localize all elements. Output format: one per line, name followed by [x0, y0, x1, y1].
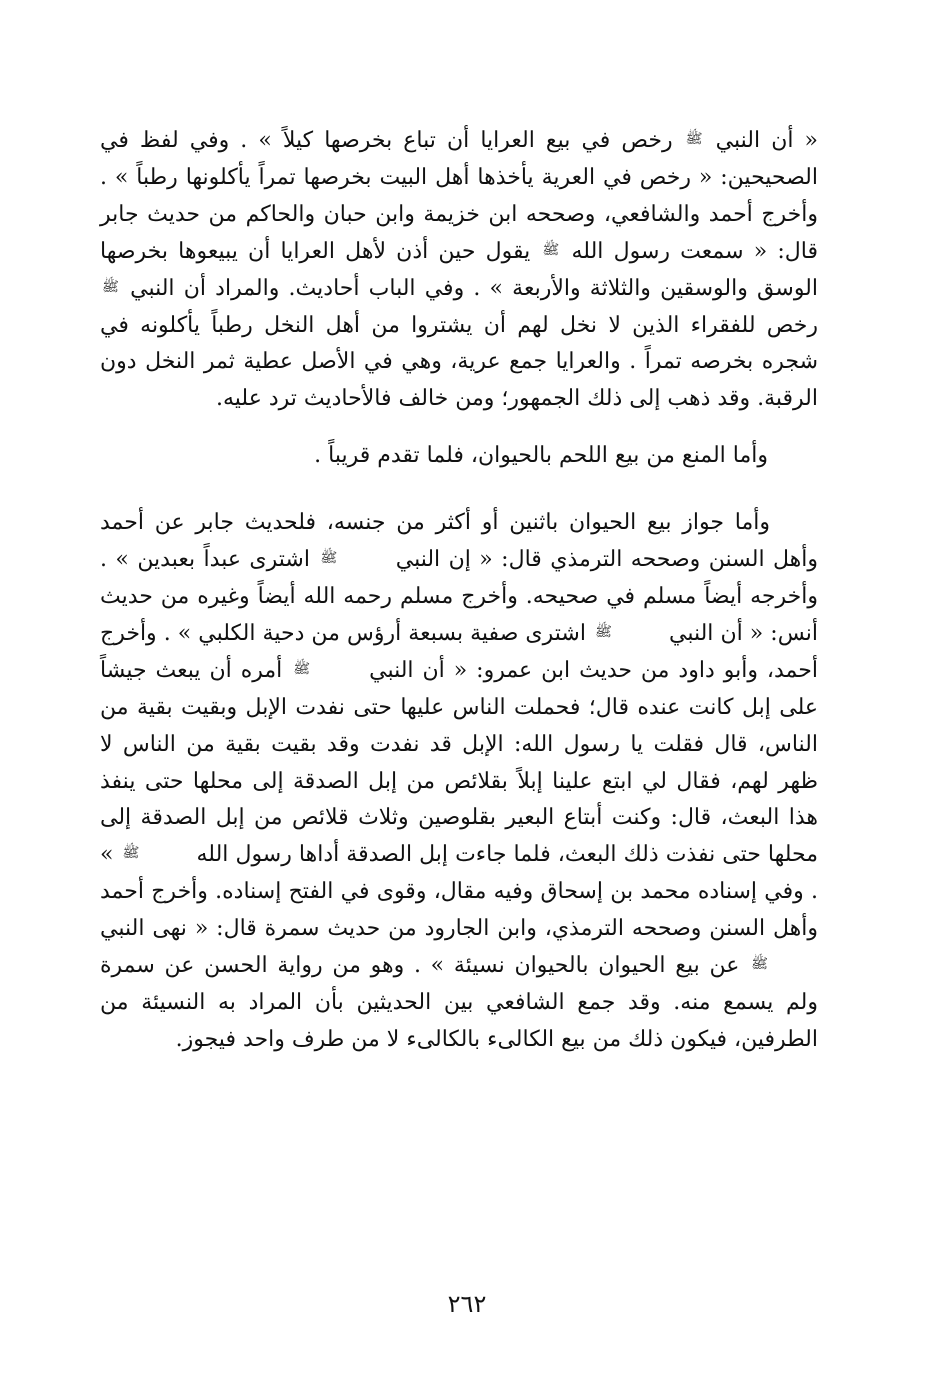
text-segment: أمره أن يبعث جيشاً على إبل كانت عنده قال؛ فحملت الناس عليها حتى نفدت الإبل وبقيت بقية من الناس، قال فقلت يا رسول الله: الإبل قد نفدت وقد بقيت بقية من الناس لا ظهر لهم، فقال لي ابتع علينا إبلاً بقلائص من إبل الصدقة إلى محلها حتى ينفذ هذا البعث، قال: وكنت أبتاع البعير بقلوصين وثلاث قلائص من إبل الصدقة إلى محلها حتى نفذت ذلك البعث، فلما جاءت إبل الصدقة أداها رسول الله: [100, 657, 819, 868]
salutation-glyph: ﷺ: [293, 660, 311, 677]
text-segment: وأما جواز بيع الحيوان باثنين أو أكثر من جنسه، فلحديث جابر عن أحمد وأهل السنن وصححه الترمذي قال: « إن النبي: [100, 510, 818, 573]
text-segment: يقول حين أذن لأهل العرايا أن يبيعوها بخرصها الوسق والوسقين والثلاثة والأربعة » . وفي الباب أحاديث. والمراد أن النبي: [100, 238, 818, 301]
salutation-glyph: ﷺ: [751, 956, 768, 973]
body-text: [100, 123, 818, 1059]
text-segment: اشترى صفية بسبعة أرؤس من دحية الكلبي » . وأخرج أحمد، وأبو داود من حديث ابن عمرو: « أن النبي: [100, 620, 818, 683]
paragraph-araya: [100, 123, 818, 418]
salutation-glyph: ﷺ: [122, 845, 140, 862]
text-segment: وأما المنع من بيع اللحم بالحيوان، فلما تقدم قريباً .: [314, 443, 768, 469]
text-segment: رخص في بيع العرايا أن تباع بخرصها كيلاً » . وفي لفظ في الصحيحين: « رخص في العرية يأخذها أهل البيت بخرصها تمراً يأكلونها رطباً » . وأخرج أحمد والشافعي، وصححه ابن خزيمة وابن حبان والحاكم من حديث جابر قال: « سمعت رسول الله: [100, 128, 819, 264]
text-segment: » . وفي إسناده محمد بن إسحاق وفيه مقال، وقوى في الفتح إسناده. وأخرج أحمد وأهل السنن وصححه الترمذي، وابن الجارود من حديث سمرة قال: « نهى النبي: [100, 842, 818, 942]
paragraph-animal-sale: [100, 505, 818, 1059]
text-segment: عن بيع الحيوان بالحيوان نسيئة » . وهو من رواية الحسن عن سمرة ولم يسمع منه. وقد جمع الشافعي بين الحديثين بأن المراد به النسيئة من الطرفين، فيكون ذلك من بيع الكالىء بالكالىء لا من طرف واحد فيجوز.: [100, 953, 818, 1052]
paragraph-meat-sale: [100, 438, 818, 475]
page-number: ٢٦٢: [447, 1290, 487, 1318]
text-segment: رخص للفقراء الذين لا نخل لهم أن يشتروا من أهل النخل رطباً يأكلونه في شجره بخرصه تمراً . والعرايا جمع عرية، وهي في الأصل عطية ثمر النخل دون الرقبة. وقد ذهب إلى ذلك الجمهور؛ ومن خالف فالأحاديث ترد عليه.: [100, 312, 818, 412]
salutation-glyph: ﷺ: [102, 278, 119, 295]
salutation-glyph: ﷺ: [320, 550, 338, 567]
salutation-glyph: ﷺ: [542, 241, 560, 258]
salutation-glyph: ﷺ: [595, 623, 612, 640]
text-segment: اشترى عبداً بعبدين » . وأخرجه أيضاً مسلم في صحيحه. وأخرج مسلم رحمه الله أيضاً وغيره من حديث أنس: « أن النبي: [100, 547, 818, 646]
salutation-glyph: ﷺ: [685, 131, 703, 147]
text-segment: « أن النبي: [704, 128, 818, 153]
